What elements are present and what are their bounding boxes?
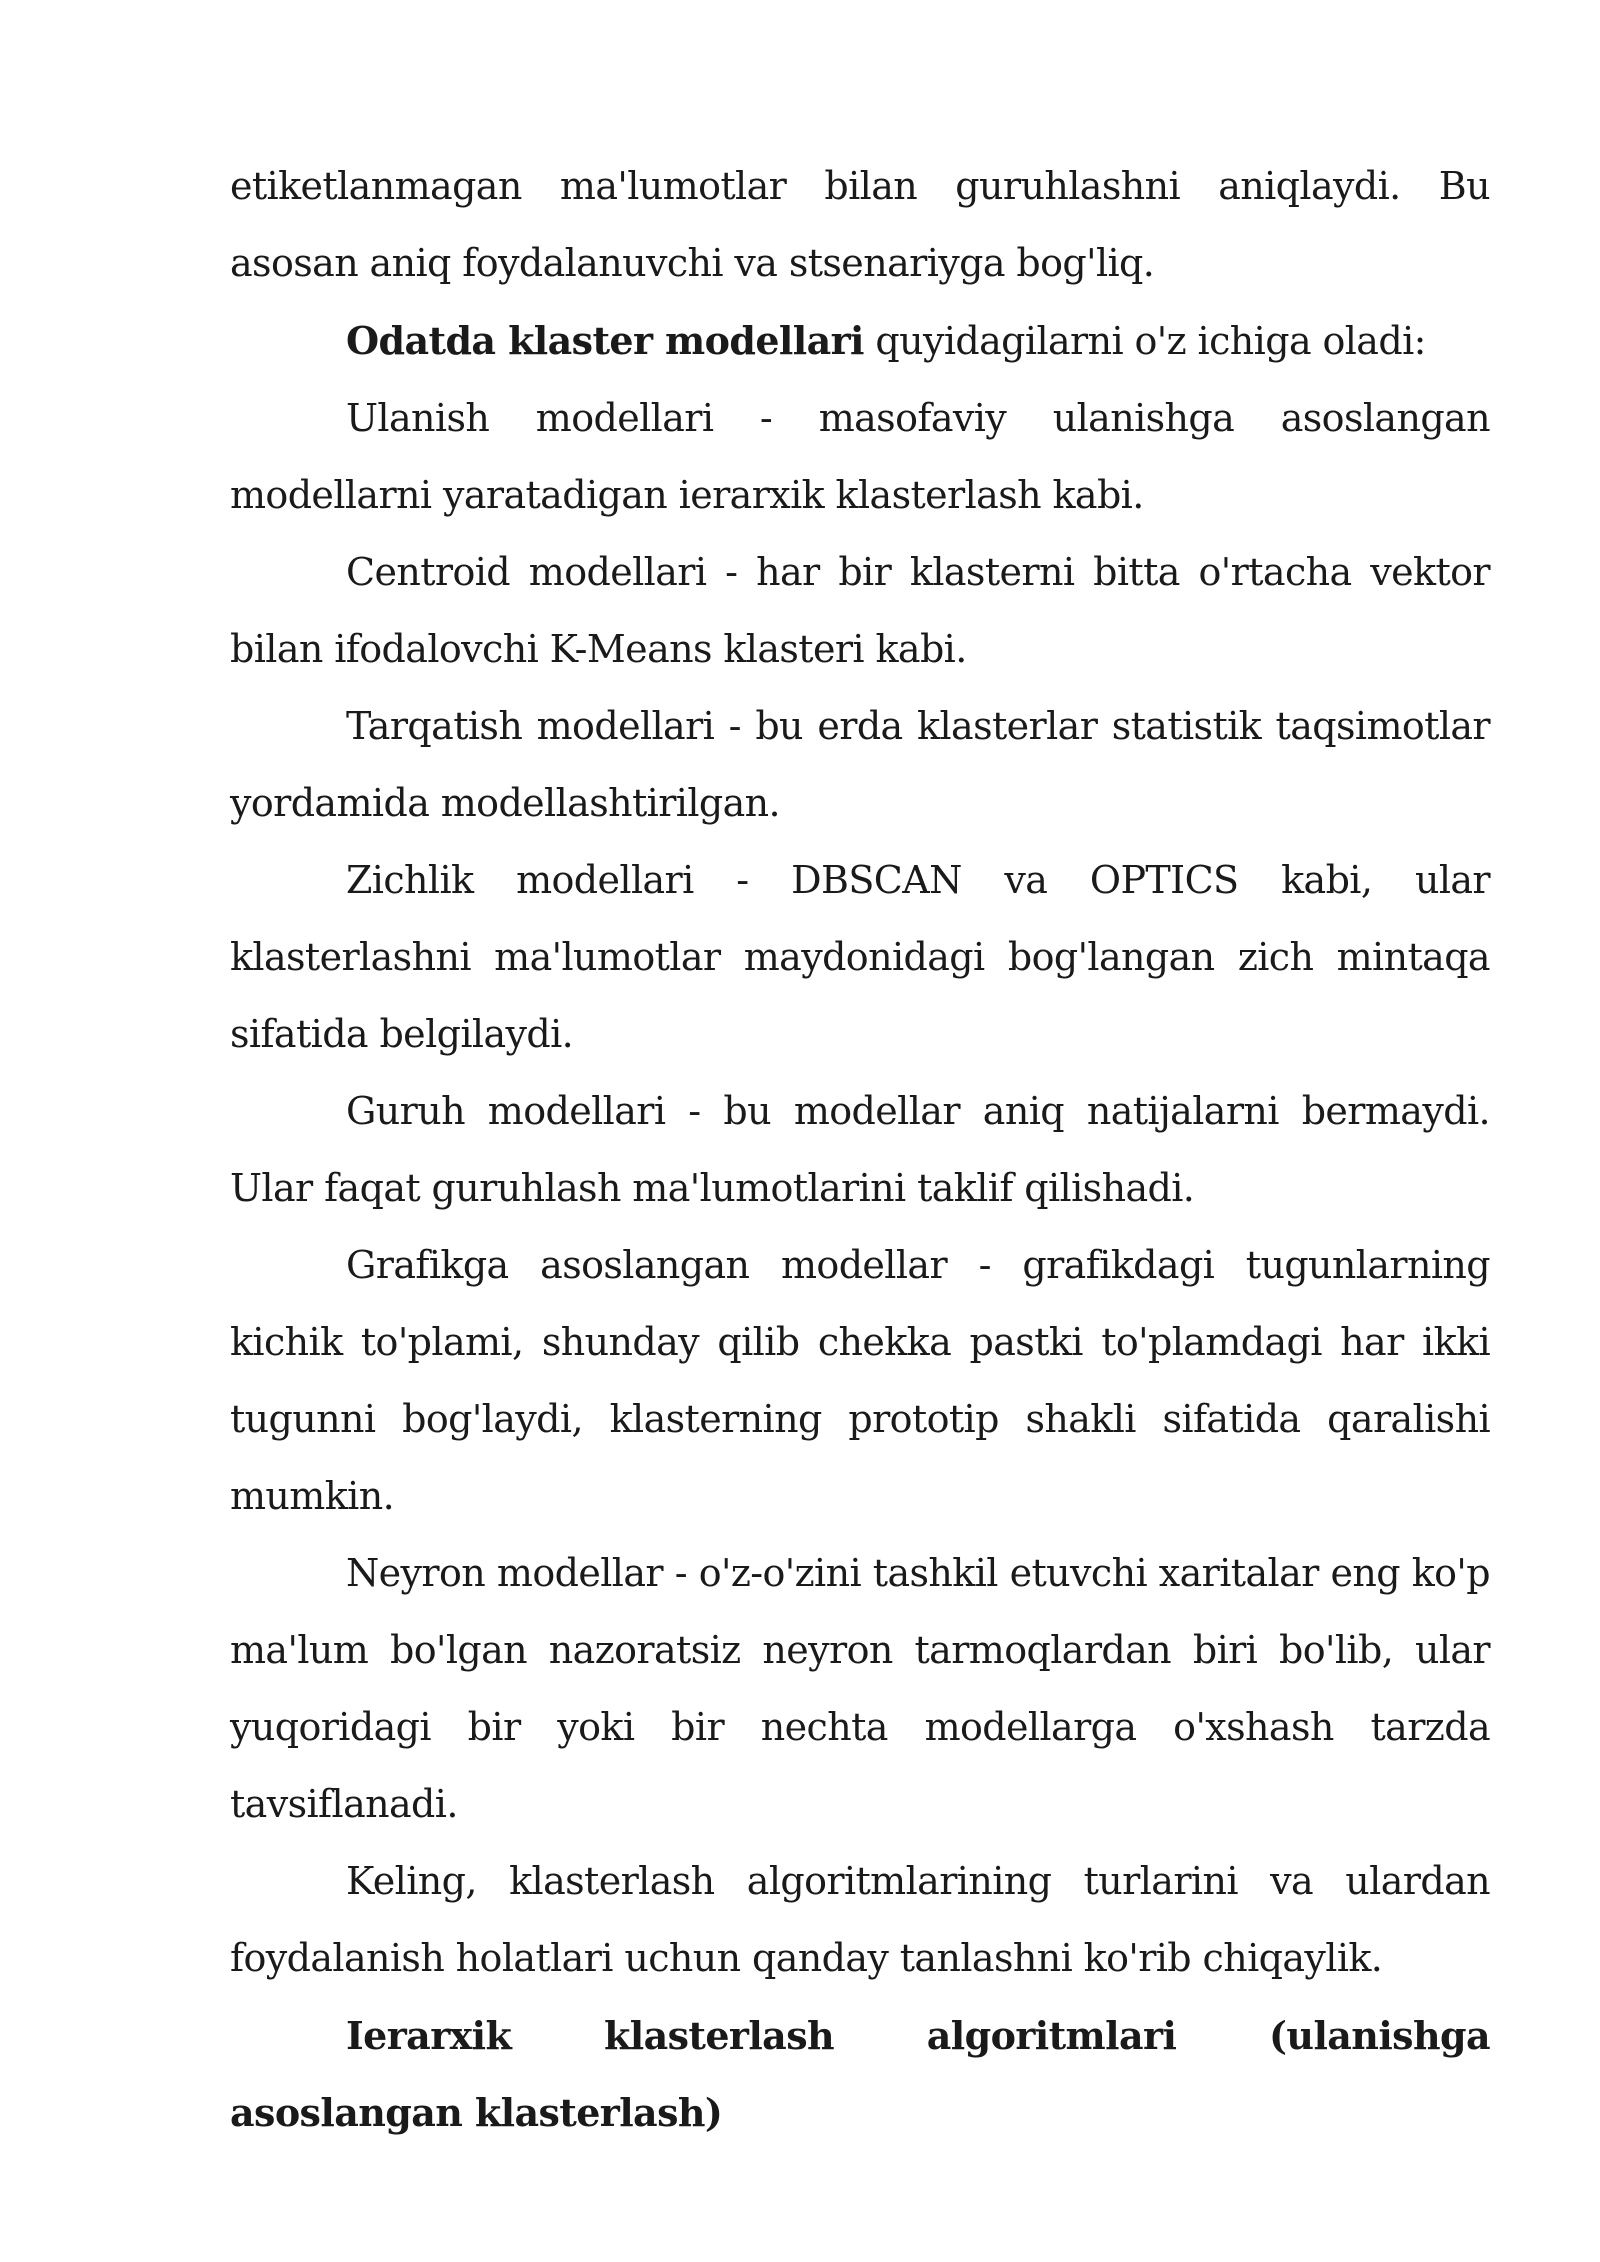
paragraph-graph-models: Grafikga asoslangan modellar - grafikdagi tugunlarning kichik to'plami, shunday qilib chekka pastki to'plamdagi har ikki tugunni bog'laydi, klasterning prototip shakli sifatida qaralishi mumkin.	[230, 1243, 1490, 1518]
section-heading-hierarchical-clustering: Ierarxik klasterlash algoritmlari (ulanishga asoslangan klasterlash)	[230, 2013, 1490, 2135]
paragraph-connectivity-models: Ulanish modellari - masofaviy ulanishga asoslangan modellarni yaratadigan ierarxik klasterlash kabi.	[230, 396, 1490, 517]
paragraph-centroid-models: Centroid modellari - har bir klasterni bitta o'rtacha vektor bilan ifodalovchi K-Means klasteri kabi.	[230, 550, 1490, 671]
paragraph-distribution-models: Tarqatish modellari - bu erda klasterlar statistik taqsimotlar yordamida modellashtirilgan.	[230, 704, 1490, 825]
paragraph-group-models: Guruh modellari - bu modellar aniq natijalarni bermaydi. Ular faqat guruhlash ma'lumotlarini taklif qilishadi.	[230, 1089, 1490, 1210]
paragraph-continuation: etiketlanmagan ma'lumotlar bilan guruhlashni aniqlaydi. Bu asosan aniq foydalanuvchi va stsenariyga bog'liq.	[230, 164, 1490, 285]
paragraph-neural-models: Neyron modellar - o'z-o'zini tashkil etuvchi xaritalar eng ko'p ma'lum bo'lgan nazoratsiz neyron tarmoqlardan biri bo'lib, ular yuqoridagi bir yoki bir nechta modellarga o'xshash tarzda tavsiflanadi.	[230, 1551, 1490, 1826]
paragraph-density-models: Zichlik modellari - DBSCAN va OPTICS kabi, ular klasterlashni ma'lumotlar maydonidagi bog'langan zich mintaqa sifatida belgilaydi.	[230, 858, 1490, 1056]
document-body	[230, 148, 1490, 2151]
paragraph-algorithm-types: Keling, klasterlash algoritmlarining turlarini va ulardan foydalanish holatlari uchun qanday tanlashni ko'rib chiqaylik.	[230, 1859, 1490, 1980]
paragraph-cluster-models-intro	[230, 302, 1490, 380]
bold-lead-text: Odatda klaster modellari	[346, 318, 864, 363]
paragraph-text: quyidagilarni o'z ichiga oladi:	[863, 319, 1426, 363]
